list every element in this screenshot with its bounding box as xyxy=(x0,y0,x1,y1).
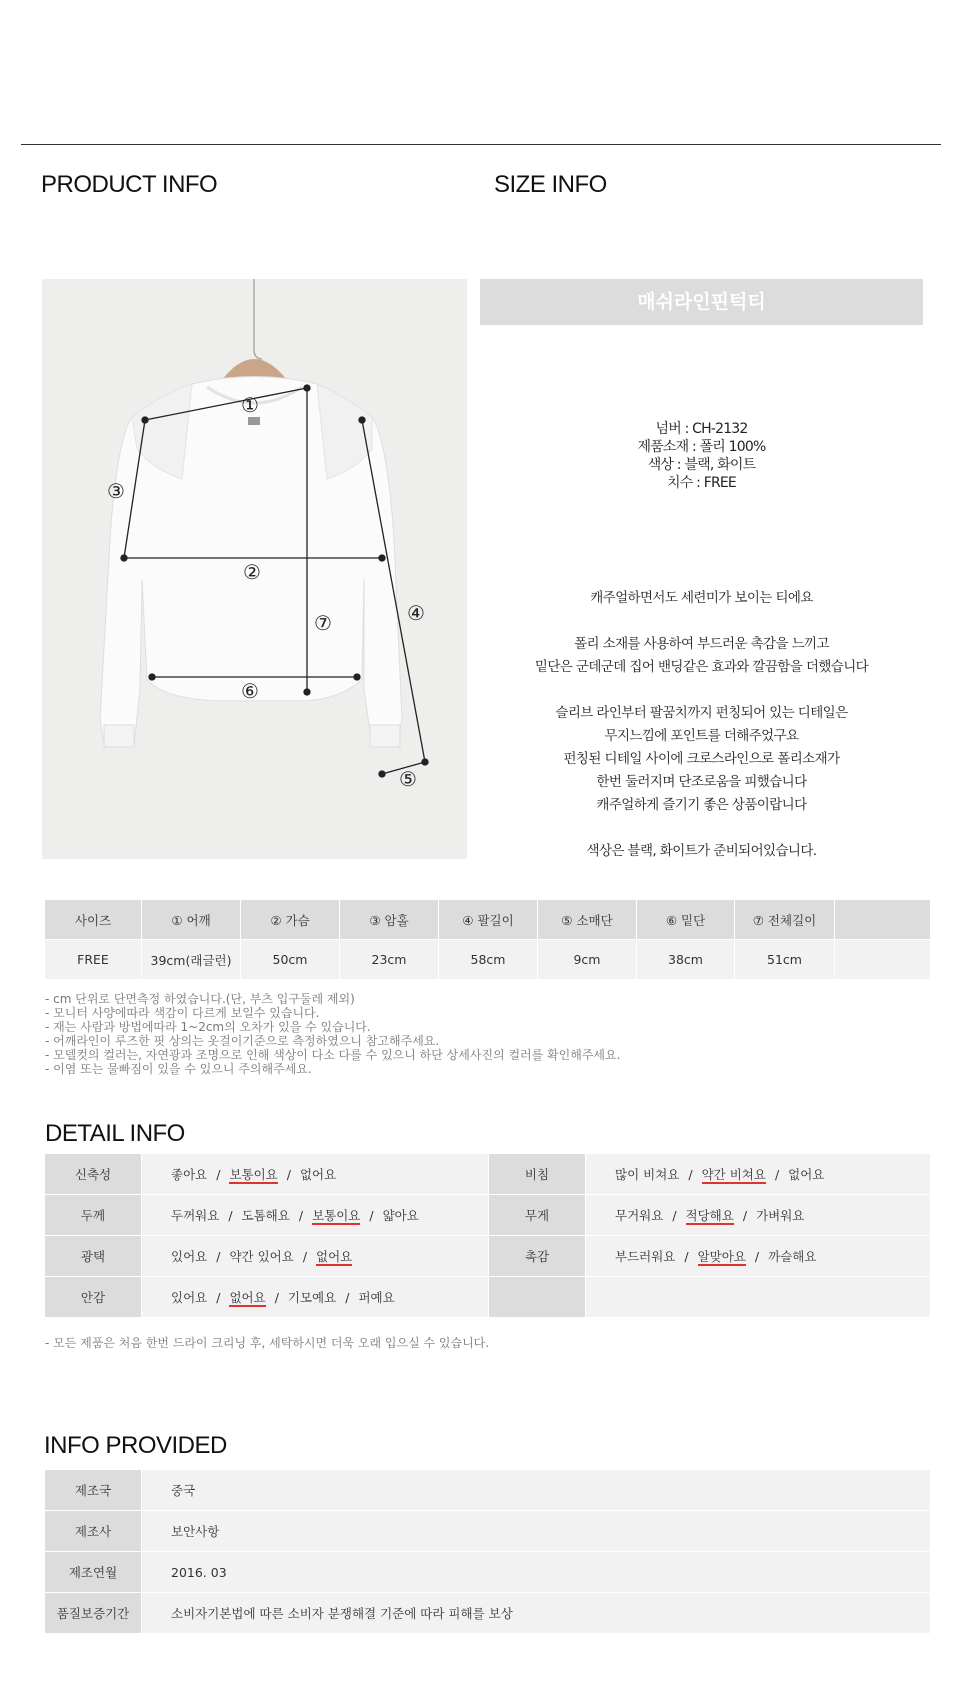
option-separator: / xyxy=(684,1248,689,1264)
selected-option: 알맞아요 xyxy=(697,1248,746,1264)
option: 부드러워요 xyxy=(615,1248,676,1264)
size-value-row xyxy=(45,940,931,980)
option-separator: / xyxy=(286,1166,291,1182)
provided-value: 2016. 03 xyxy=(142,1552,931,1593)
marker-1: ① xyxy=(241,393,259,417)
marker-5: ⑤ xyxy=(399,767,417,791)
note-line: - 이염 또는 물빠짐이 있을 수 있으니 주의해주세요. xyxy=(45,1062,312,1076)
size-value-cell: FREE xyxy=(45,940,142,980)
desc-line: 색상은 블랙, 화이트가 준비되어있습니다. xyxy=(586,843,817,859)
detail-row xyxy=(45,1195,931,1236)
size-value-cell: 38cm xyxy=(637,940,735,980)
size-value-cell: 58cm xyxy=(439,940,538,980)
selected-option: 약간 비쳐요 xyxy=(701,1166,766,1182)
size-header-cell: ③ 암홀 xyxy=(340,900,439,940)
option-separator: / xyxy=(688,1166,693,1182)
spec-material: 제품소재 : 폴리 100% xyxy=(637,439,766,455)
note-line: - cm 단위로 단면측정 하였습니다.(단, 부츠 입구둘레 제외) xyxy=(45,992,355,1006)
marker-6: ⑥ xyxy=(241,679,259,703)
selected-option: 보통이요 xyxy=(312,1207,361,1223)
size-header-cell: ⑤ 소매단 xyxy=(538,900,637,940)
detail-options xyxy=(586,1277,931,1318)
option: 기모예요 xyxy=(287,1289,337,1305)
provided-label: 제조국 xyxy=(45,1470,142,1511)
note-line: - 어깨라인이 루즈한 핏 상의는 옷걸이기준으로 측정하였으니 참고해주세요. xyxy=(45,1034,440,1048)
size-header-cell: ⑦ 전체길이 xyxy=(735,900,835,940)
desc-line: 폴리 소재를 사용하여 부드러운 촉감을 느끼고 xyxy=(574,636,829,652)
detail-table xyxy=(44,1153,931,1318)
detail-options xyxy=(586,1195,931,1236)
provided-row xyxy=(45,1511,931,1552)
measurement-notes xyxy=(45,992,620,1076)
size-header-cell: ⑥ 밑단 xyxy=(637,900,735,940)
detail-label: 광택 xyxy=(45,1236,142,1277)
option: 없어요 xyxy=(788,1166,825,1182)
option-separator: / xyxy=(228,1207,233,1223)
option: 있어요 xyxy=(171,1289,208,1305)
size-value-cell: 50cm xyxy=(241,940,340,980)
detail-options xyxy=(586,1236,931,1277)
provided-value: 보안사항 xyxy=(142,1511,931,1552)
option: 퍼예요 xyxy=(358,1289,395,1305)
detail-label: 무게 xyxy=(489,1195,586,1236)
detail-row xyxy=(45,1236,931,1277)
size-header-row xyxy=(45,900,931,940)
product-name-bar: 매쉬라인핀턱티 xyxy=(480,279,923,325)
spec-color: 색상 : 블랙, 화이트 xyxy=(647,457,756,473)
desc-line: 캐주얼하게 즐기기 좋은 상품이랍니다 xyxy=(596,797,807,813)
selected-option: 없어요 xyxy=(316,1248,353,1264)
size-info-heading: SIZE INFO xyxy=(494,171,607,198)
detail-label xyxy=(489,1277,586,1318)
option: 약간 있어요 xyxy=(229,1248,294,1264)
measurement-diagram xyxy=(42,279,467,859)
option-separator: / xyxy=(216,1248,221,1264)
option: 있어요 xyxy=(171,1248,208,1264)
option-separator: / xyxy=(302,1248,308,1264)
detail-options xyxy=(142,1277,489,1318)
selected-option: 보통이요 xyxy=(229,1166,278,1182)
option-separator: / xyxy=(754,1248,760,1264)
desc-line xyxy=(480,817,923,840)
marker-3: ③ xyxy=(107,479,125,503)
desc-line: 밑단은 군데군데 집어 밴딩같은 효과와 깔끔함을 더했습니다 xyxy=(534,659,869,675)
top-divider xyxy=(21,144,941,145)
note-line: - 모델컷의 컬러는, 자연광과 조명으로 인해 색상이 다소 다를 수 있으니 하단 상세사진의 컬러를 확인해주세요. xyxy=(45,1048,621,1062)
desc-line: 한번 둘러지며 단조로움을 피했습니다 xyxy=(596,774,807,790)
detail-label: 촉감 xyxy=(489,1236,586,1277)
spec-size: 치수 : FREE xyxy=(667,475,736,491)
option: 얇아요 xyxy=(382,1207,419,1223)
detail-options xyxy=(142,1236,489,1277)
size-value-cell xyxy=(835,940,931,980)
size-header-cell: 사이즈 xyxy=(45,900,142,940)
desc-line: 무지느낌에 포인트를 더해주었구요 xyxy=(604,728,799,744)
option: 많이 비쳐요 xyxy=(615,1166,680,1182)
option: 두꺼워요 xyxy=(171,1207,220,1223)
option-separator: / xyxy=(298,1207,304,1223)
provided-table xyxy=(44,1469,931,1634)
provided-label: 품질보증기간 xyxy=(45,1593,142,1634)
size-table xyxy=(44,899,931,980)
desc-line: 펀칭된 디테일 사이에 크로스라인으로 폴리소재가 xyxy=(563,751,840,767)
detail-row xyxy=(45,1277,931,1318)
desc-line xyxy=(480,679,923,702)
label-tag-icon xyxy=(248,417,260,425)
detail-info-heading: DETAIL INFO xyxy=(45,1120,185,1147)
desc-line: 캐주얼하면서도 세련미가 보이는 티에요 xyxy=(590,590,813,606)
marker-4: ④ xyxy=(407,601,425,625)
product-info-heading: PRODUCT INFO xyxy=(41,171,218,198)
desc-line: 슬리브 라인부터 팔꿈치까지 펀칭되어 있는 디테일은 xyxy=(555,705,848,721)
provided-row xyxy=(45,1552,931,1593)
option: 가벼워요 xyxy=(756,1207,805,1223)
provided-row xyxy=(45,1470,931,1511)
detail-label: 비침 xyxy=(489,1154,586,1195)
detail-options xyxy=(586,1154,931,1195)
size-value-cell: 23cm xyxy=(340,940,439,980)
selected-option: 적당해요 xyxy=(685,1207,734,1223)
option-separator: / xyxy=(345,1289,350,1305)
note-line: - 재는 사람과 방법에따라 1~2cm의 오차가 있을 수 있습니다. xyxy=(45,1020,371,1034)
option: 까슬해요 xyxy=(768,1248,817,1264)
size-header-cell: ① 어깨 xyxy=(142,900,241,940)
size-header-cell: ② 가슴 xyxy=(241,900,340,940)
option-separator: / xyxy=(742,1207,748,1223)
option-separator: / xyxy=(369,1207,374,1223)
option-separator: / xyxy=(274,1289,279,1305)
note-line: - 모니터 사양에따라 색감이 다르게 보일수 있습니다. xyxy=(45,1006,320,1020)
detail-label: 신축성 xyxy=(45,1154,142,1195)
product-spec xyxy=(480,420,923,492)
detail-label: 두께 xyxy=(45,1195,142,1236)
option-separator: / xyxy=(672,1207,677,1223)
option: 무거워요 xyxy=(615,1207,664,1223)
size-value-cell: 39cm(래글런) xyxy=(142,940,241,980)
detail-row xyxy=(45,1154,931,1195)
size-value-cell: 9cm xyxy=(538,940,637,980)
size-value-cell: 51cm xyxy=(735,940,835,980)
provided-value: 중국 xyxy=(142,1470,931,1511)
detail-options xyxy=(142,1154,489,1195)
provided-label: 제조사 xyxy=(45,1511,142,1552)
desc-line xyxy=(480,610,923,633)
spec-number: 넘버 : CH-2132 xyxy=(655,421,748,437)
option-separator: / xyxy=(216,1166,221,1182)
detail-options xyxy=(142,1195,489,1236)
marker-7: ⑦ xyxy=(314,611,332,635)
option: 없어요 xyxy=(299,1166,337,1182)
selected-option: 없어요 xyxy=(229,1289,266,1305)
product-description xyxy=(480,587,923,863)
detail-label: 안감 xyxy=(45,1277,142,1318)
provided-value: 소비자기본법에 따른 소비자 분쟁해결 기준에 따라 피해를 보상 xyxy=(142,1593,931,1634)
product-photo xyxy=(42,279,467,859)
option: 도톰해요 xyxy=(241,1207,290,1223)
option-separator: / xyxy=(216,1289,221,1305)
marker-2: ② xyxy=(243,560,261,584)
info-provided-heading: INFO PROVIDED xyxy=(44,1432,227,1459)
provided-row xyxy=(45,1593,931,1634)
option: 좋아요 xyxy=(171,1166,208,1182)
provided-label: 제조연월 xyxy=(45,1552,142,1593)
size-header-cell: ④ 팔길이 xyxy=(439,900,538,940)
size-header-cell xyxy=(835,900,931,940)
care-note: - 모든 제품은 처음 한번 드라이 크리닝 후, 세탁하시면 더욱 오래 입으실 수 있습니다. xyxy=(45,1336,490,1350)
option-separator: / xyxy=(774,1166,780,1182)
